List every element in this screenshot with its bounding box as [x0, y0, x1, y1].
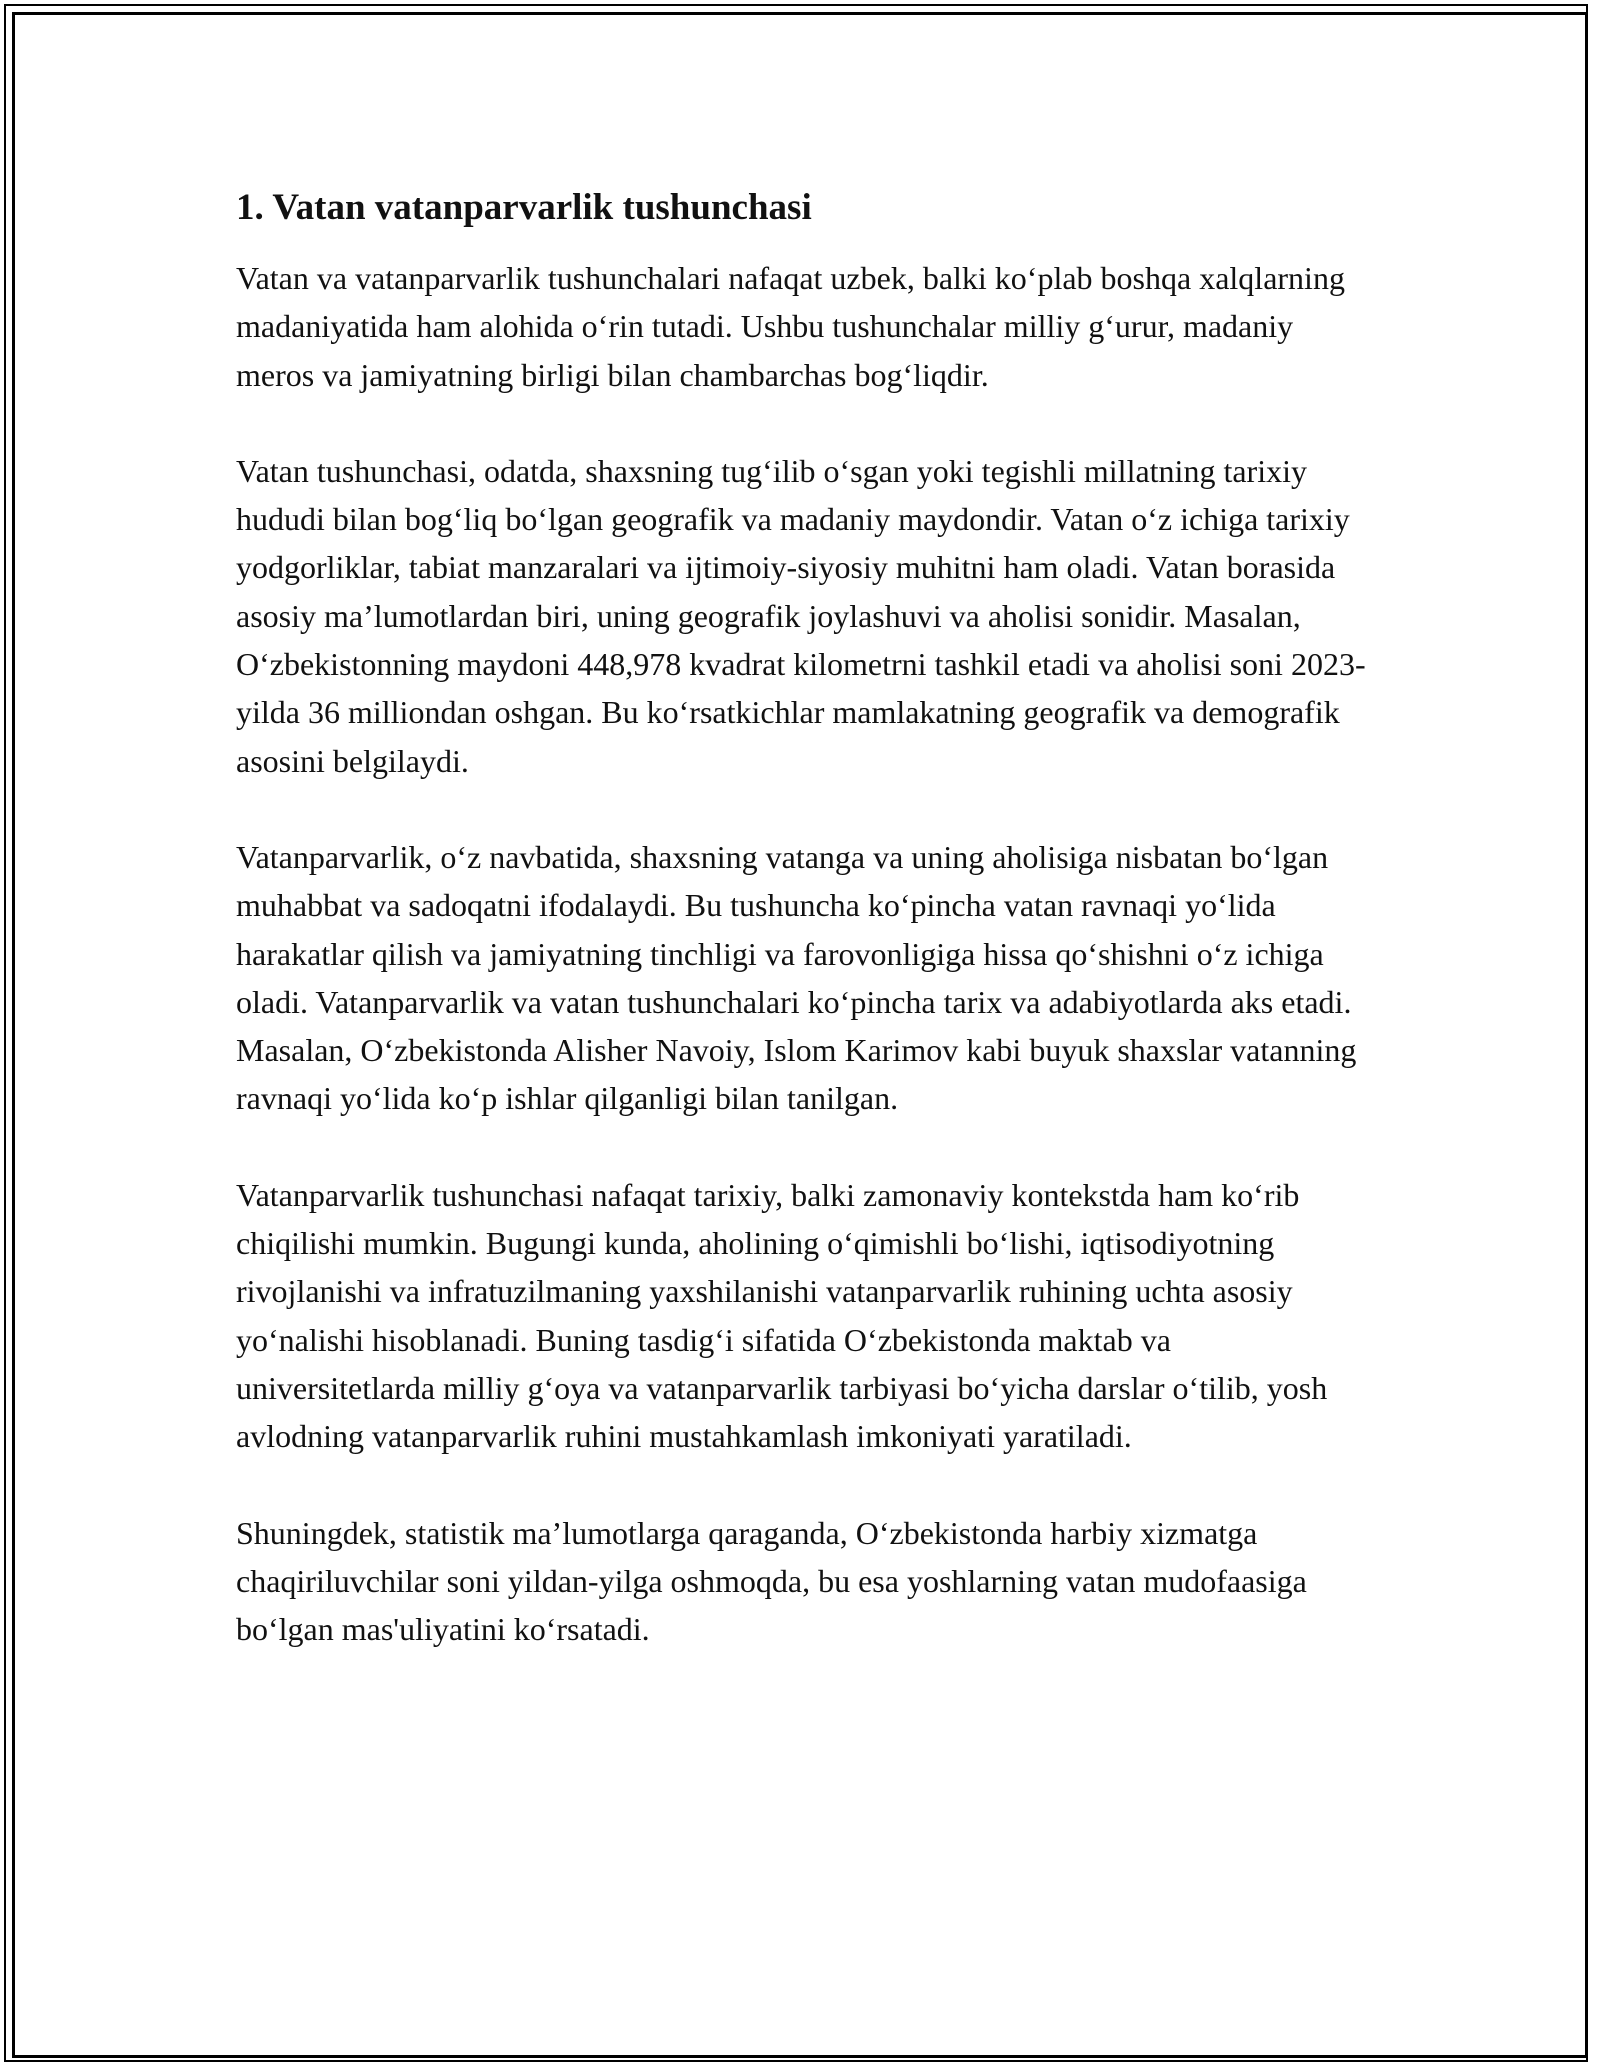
section-heading: 1. Vatan vatanparvarlik tushunchasi — [236, 187, 812, 228]
paragraph-vatanparvarlik-definition: Vatanparvarlik, oʻz navbatida, shaxsning vatanga va uning aholisiga nisbatan boʻlgan muhabbat va sadoqatni ifodalaydi. Bu tushuncha koʻpincha vatan ravnaqi yoʻlida harakatlar qilish va jamiyatning tinchligi va farovonligiga hissa qoʻshishni oʻz ichiga oladi. Vatanparvarlik va vatan tushunchalari koʻpincha tarix va adabiyotlarda aks etadi. Masalan, Oʻzbekistonda Alisher Navoiy, Islom Karimov kabi buyuk shaxslar vatanning ravnaqi yoʻlida koʻp ishlar qilganligi bilan tanilgan. — [236, 838, 1357, 1117]
paragraph-intro: Vatan va vatanparvarlik tushunchalari nafaqat uzbek, balki koʻplab boshqa xalqlarning madaniyatida ham alohida oʻrin tutadi. Ushbu tushunchalar milliy gʻurur, madaniy meros va jamiyatning birligi bilan chambarchas bogʻliqdir. — [236, 260, 1345, 393]
paragraph-modern-context: Vatanparvarlik tushunchasi nafaqat tarixiy, balki zamonaviy kontekstda ham koʻrib chiqilishi mumkin. Bugungi kunda, aholining oʻqimishli boʻlishi, iqtisodiyotning rivojlanishi va infratuzilmaning yaxshilanishi vatanparvarlik ruhining uchta asosiy yoʻnalishi hisoblanadi. Buning tasdigʻi sifatida Oʻzbekistonda maktab va universitetlarda milliy gʻoya va vatanparvarlik tarbiyasi boʻyicha darslar oʻtilib, yosh avlodning vatanparvarlik ruhini mustahkamlash imkoniyati yaratiladi. — [236, 1176, 1328, 1455]
document-body — [236, 184, 1376, 1701]
paragraph-statistics: Shuningdek, statistik maʼlumotlarga qaraganda, Oʻzbekistonda harbiy xizmatga chaqiriluvchilar soni yildan-yilga oshmoqda, bu esa yoshlarning vatan mudofaasiga boʻlgan mas'uliyatini koʻrsatadi. — [236, 1514, 1307, 1648]
paragraph-vatan-definition: Vatan tushunchasi, odatda, shaxsning tugʻilib oʻsgan yoki tegishli millatning tarixiy hududi bilan bogʻliq boʻlgan geografik va madaniy maydondir. Vatan oʻz ichiga tarixiy yodgorliklar, tabiat manzaralari va ijtimoiy-siyosiy muhitni ham oladi. Vatan borasida asosiy maʼlumotlardan biri, uning geografik joylashuvi va aholisi sonidir. Masalan, Oʻzbekistonning maydoni 448,978 kvadrat kilometrni tashkil etadi va aholisi soni 2023-yilda 36 milliondan oshgan. Bu koʻrsatkichlar mamlakatning geografik va demografik asosini belgilaydi. — [236, 452, 1366, 779]
